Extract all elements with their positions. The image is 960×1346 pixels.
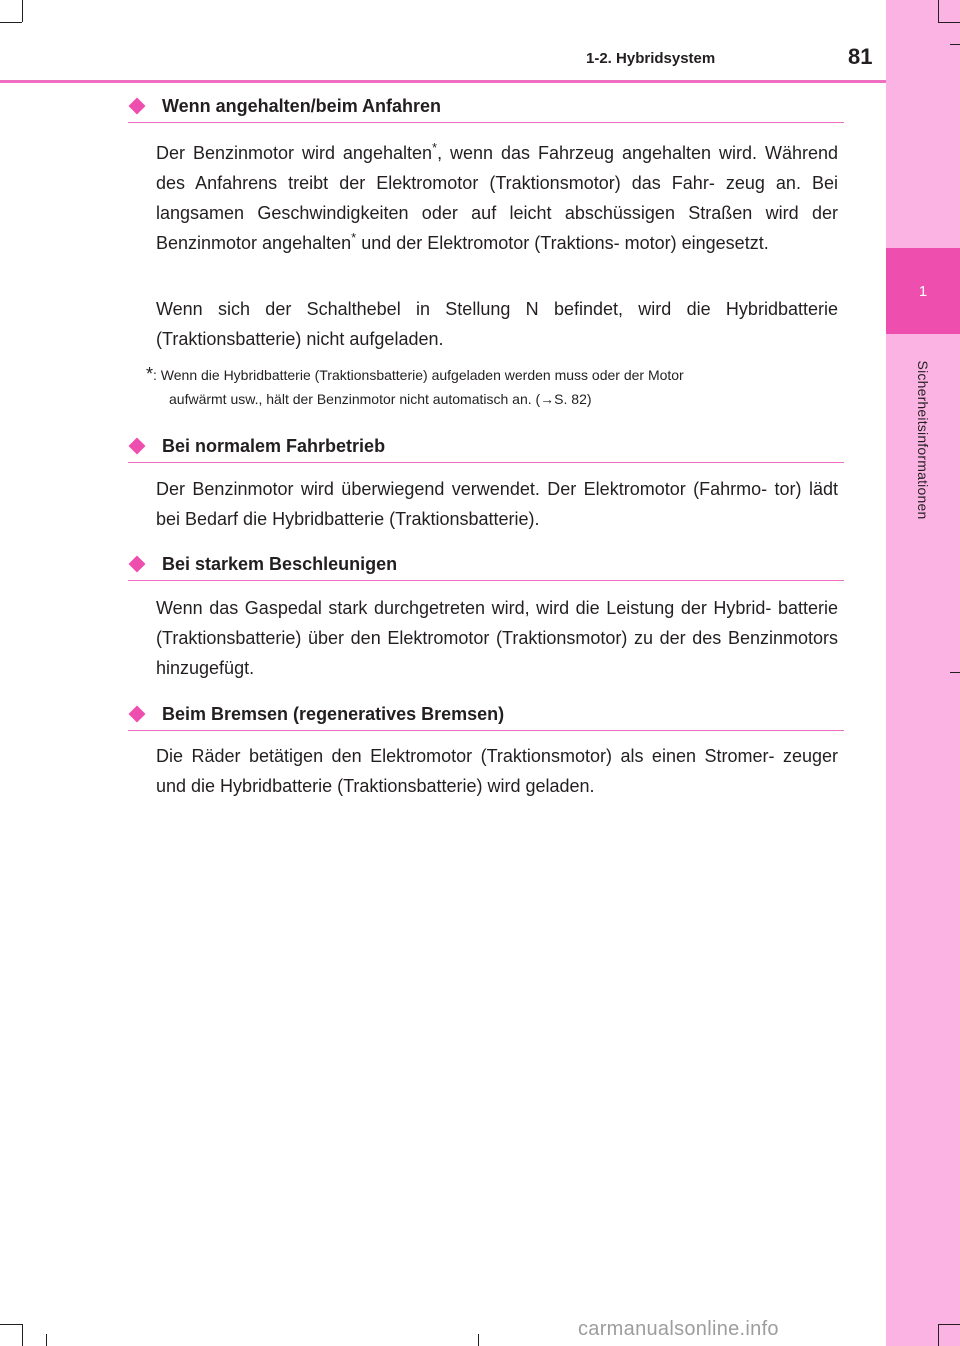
crop-mark <box>46 1334 47 1346</box>
footnote-line: aufwärmt usw., hält der Benzinmotor nicht automatisch an. (→S. 82) <box>169 391 592 407</box>
section-heading-text: Beim Bremsen (regeneratives Bremsen) <box>162 703 505 724</box>
asterisk-mark: * <box>432 140 438 155</box>
crop-mark <box>950 672 960 673</box>
footnote-asterisk: * <box>146 364 154 384</box>
crop-mark <box>938 1324 960 1325</box>
crop-mark <box>22 0 23 22</box>
text-run: , wenn das Fahrzeug angehalten wird. Während des Anfahrens treibt der Elektromotor (Traktionsmotor) das Fahr- zeug an. Bei langsamen Geschwindigkeiten oder auf leicht abschüssigen Straßen wird der Benzinmotor angehalten <box>156 143 838 253</box>
section-heading-text: Wenn angehalten/beim Anfahren <box>162 95 442 116</box>
body-paragraph: Wenn das Gaspedal stark durchgetreten wird, wird die Leistung der Hybrid- batterie (Traktionsbatterie) über den Elektromotor (Traktionsmotor) zu der des Benzinmotors hinzugefügt. <box>156 598 838 678</box>
chapter-title: Sicherheitsinformationen <box>915 360 931 520</box>
crop-mark <box>0 1324 22 1325</box>
diamond-bullet-icon <box>129 98 146 115</box>
section-heading <box>128 548 844 581</box>
section-heading-text: Bei starkem Beschleunigen <box>162 553 398 574</box>
crop-mark <box>938 1324 939 1346</box>
header-rule <box>0 80 886 83</box>
chapter-number-tab <box>886 248 960 334</box>
text-run: Der Benzinmotor wird angehalten <box>156 143 432 163</box>
page-number: 81 <box>848 44 873 69</box>
diamond-bullet-icon <box>129 706 146 723</box>
body-paragraph: Der Benzinmotor wird überwiegend verwendet. Der Elektromotor (Fahrmo- tor) lädt bei Bedarf die Hybridbatterie (Traktionsbatterie). <box>156 479 838 529</box>
watermark: carmanualsonline.info <box>578 1318 779 1340</box>
footnote <box>146 362 838 411</box>
section-heading <box>128 698 844 731</box>
body-paragraph: Wenn sich der Schalthebel in Stellung N befindet, wird die Hybridbatterie (Traktionsbatterie) nicht aufgeladen. <box>156 299 838 349</box>
header-section-title: 1-2. Hybridsystem <box>586 50 716 67</box>
crop-mark <box>938 0 939 22</box>
section-heading <box>128 430 844 463</box>
crop-mark <box>0 22 22 23</box>
diamond-bullet-icon <box>129 556 146 573</box>
asterisk-mark: * <box>351 230 357 245</box>
chapter-sidebar <box>886 0 960 1346</box>
section-heading <box>128 90 844 123</box>
diamond-bullet-icon <box>129 438 146 455</box>
crop-mark <box>478 1334 479 1346</box>
section-heading-text: Bei normalem Fahrbetrieb <box>162 435 386 456</box>
text-run: und der Elektromotor (Traktions- motor) eingesetzt. <box>356 233 769 253</box>
body-paragraph: Die Räder betätigen den Elektromotor (Traktionsmotor) als einen Stromer- zeuger und die Hybridbatterie (Traktionsbatterie) wird geladen. <box>156 746 838 796</box>
crop-mark <box>950 44 960 45</box>
crop-mark <box>22 1324 23 1346</box>
body-paragraph <box>156 138 838 258</box>
chapter-number: 1 <box>918 282 928 300</box>
footnote-line: : Wenn die Hybridbatterie (Traktionsbatterie) aufgeladen werden muss oder der Motor <box>153 367 684 383</box>
crop-mark <box>938 22 960 23</box>
